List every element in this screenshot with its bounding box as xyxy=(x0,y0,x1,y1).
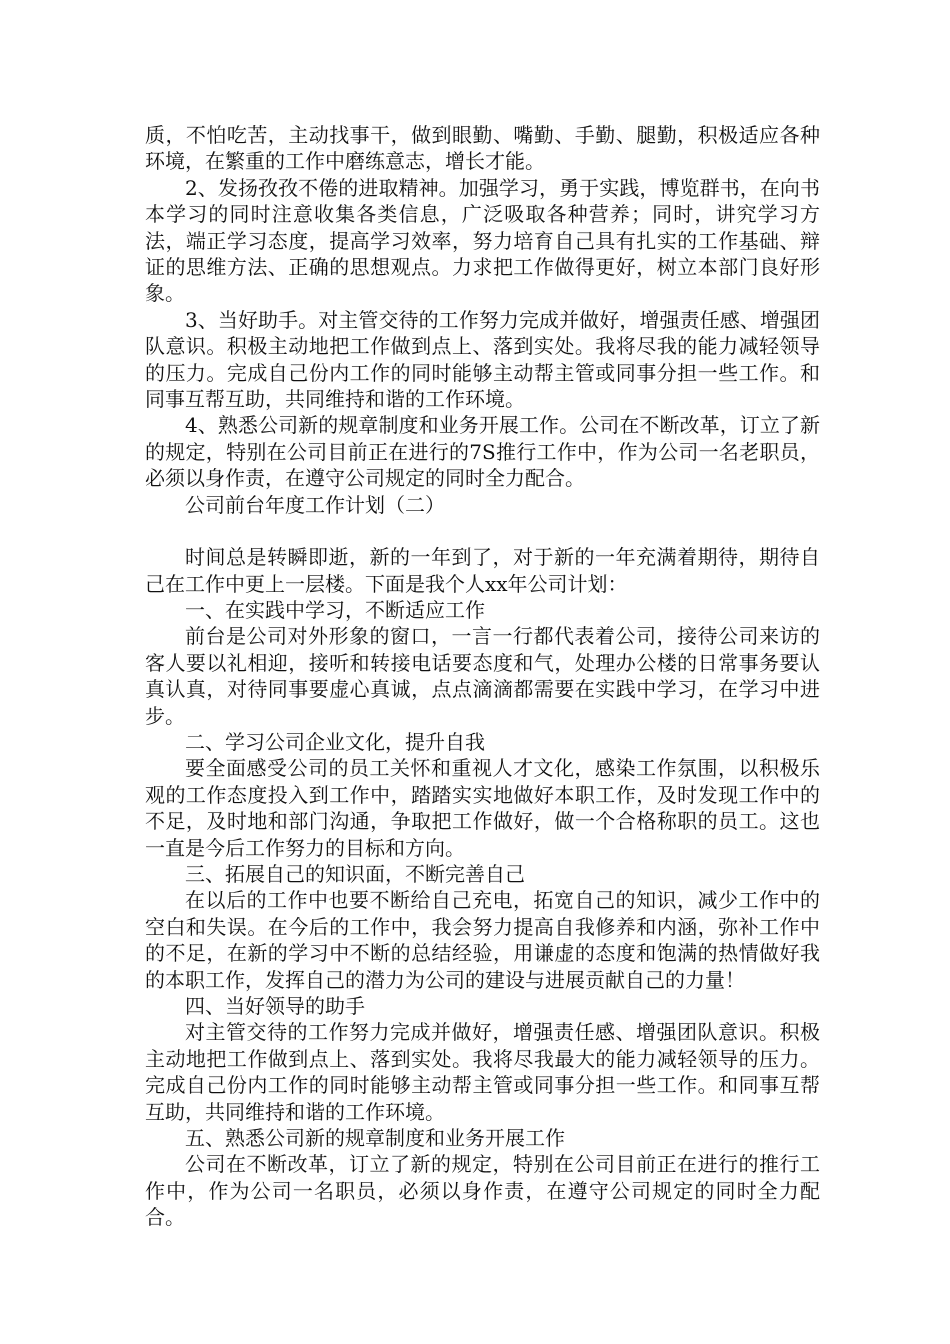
paragraph-section-2: 要全面感受公司的员工关怀和重视人才文化，感染工作氛围，以积极乐观的工作态度投入到工作中，踏踏实实地做好本职工作，及时发现工作中的不足，及时地和部门沟通，争取把工作做好，做一个合格称职的员工。这也一直是今后工作努力的目标和方向。 xyxy=(145,756,820,860)
blank-line xyxy=(145,518,820,544)
paragraph-section-4: 对主管交待的工作努力完成并做好，增强责任感、增强团队意识。积极主动地把工作做到点上、落到实处。我将尽我最大的能力减轻领导的压力。完成自己份内工作的同时能够主动帮主管或同事分担一些工作。和同事互帮互助，共同维持和谐的工作环境。 xyxy=(145,1020,820,1124)
paragraph-item-4: 4、熟悉公司新的规章制度和业务开展工作。公司在不断改革，订立了新的规定，特别在公司目前正在进行的7S推行工作中，作为公司一名老职员，必须以身作责，在遵守公司规定的同时全力配合。 xyxy=(145,413,820,491)
subheading-1: 一、在实践中学习，不断适应工作 xyxy=(185,597,485,622)
paragraph-continuation: 质，不怕吃苦，主动找事干，做到眼勤、嘴勤、手勤、腿勤，积极适应各种环境，在繁重的工作中磨练意志，增长才能。 xyxy=(145,123,820,174)
subheading-2: 二、学习公司企业文化，提升自我 xyxy=(185,729,485,754)
subheading-4: 四、当好领导的助手 xyxy=(185,994,365,1018)
paragraph-item-2: 2、发扬孜孜不倦的进取精神。加强学习，勇于实践，博览群书，在向书本学习的同时注意收集各类信息，广泛吸取各种营养；同时，讲究学习方法，端正学习态度，提高学习效率，努力培育自己具有扎实的工作基础、辩证的思维方法、正确的思想观点。力求把工作做得更好，树立本部门良好形象。 xyxy=(145,175,820,306)
document-page xyxy=(145,122,820,1231)
paragraph-item-3: 3、当好助手。对主管交待的工作努力完成并做好，增强责任感、增强团队意识。积极主动地把工作做到点上、落到实处。我将尽我的能力减轻领导的压力。完成自己份内工作的同时能够主动帮主管或同事分担一些工作。和同事互帮互助，共同维持和谐的工作环境。 xyxy=(145,307,820,412)
paragraph-section-1: 前台是公司对外形象的窗口，一言一行都代表着公司，接待公司来访的客人要以礼相迎，接听和转接电话要态度和气，处理办公楼的日常事务要认真认真，对待同事要虚心真诚，点点滴滴都需要在实践中学习，在学习中进步。 xyxy=(145,624,820,728)
intro-paragraph: 时间总是转瞬即逝，新的一年到了，对于新的一年充满着期待，期待自己在工作中更上一层楼。下面是我个人xx年公司计划： xyxy=(145,545,820,596)
section-title: 公司前台年度工作计划（二） xyxy=(185,492,445,517)
paragraph-section-5: 公司在不断改革，订立了新的规定，特别在公司目前正在进行的推行工作中，作为公司一名职员，必须以身作责，在遵守公司规定的同时全力配合。 xyxy=(145,1152,820,1230)
paragraph-section-3: 在以后的工作中也要不断给自己充电，拓宽自己的知识，减少工作中的空白和失误。在今后的工作中，我会努力提高自我修养和内涵，弥补工作中的不足，在新的学习中不断的总结经验，用谦虚的态度和饱满的热情做好我的本职工作，发挥自己的潜力为公司的建设与进展贡献自己的力量！ xyxy=(145,888,820,992)
subheading-3: 三、拓展自己的知识面，不断完善自己 xyxy=(185,861,525,886)
subheading-5: 五、熟悉公司新的规章制度和业务开展工作 xyxy=(185,1126,565,1151)
